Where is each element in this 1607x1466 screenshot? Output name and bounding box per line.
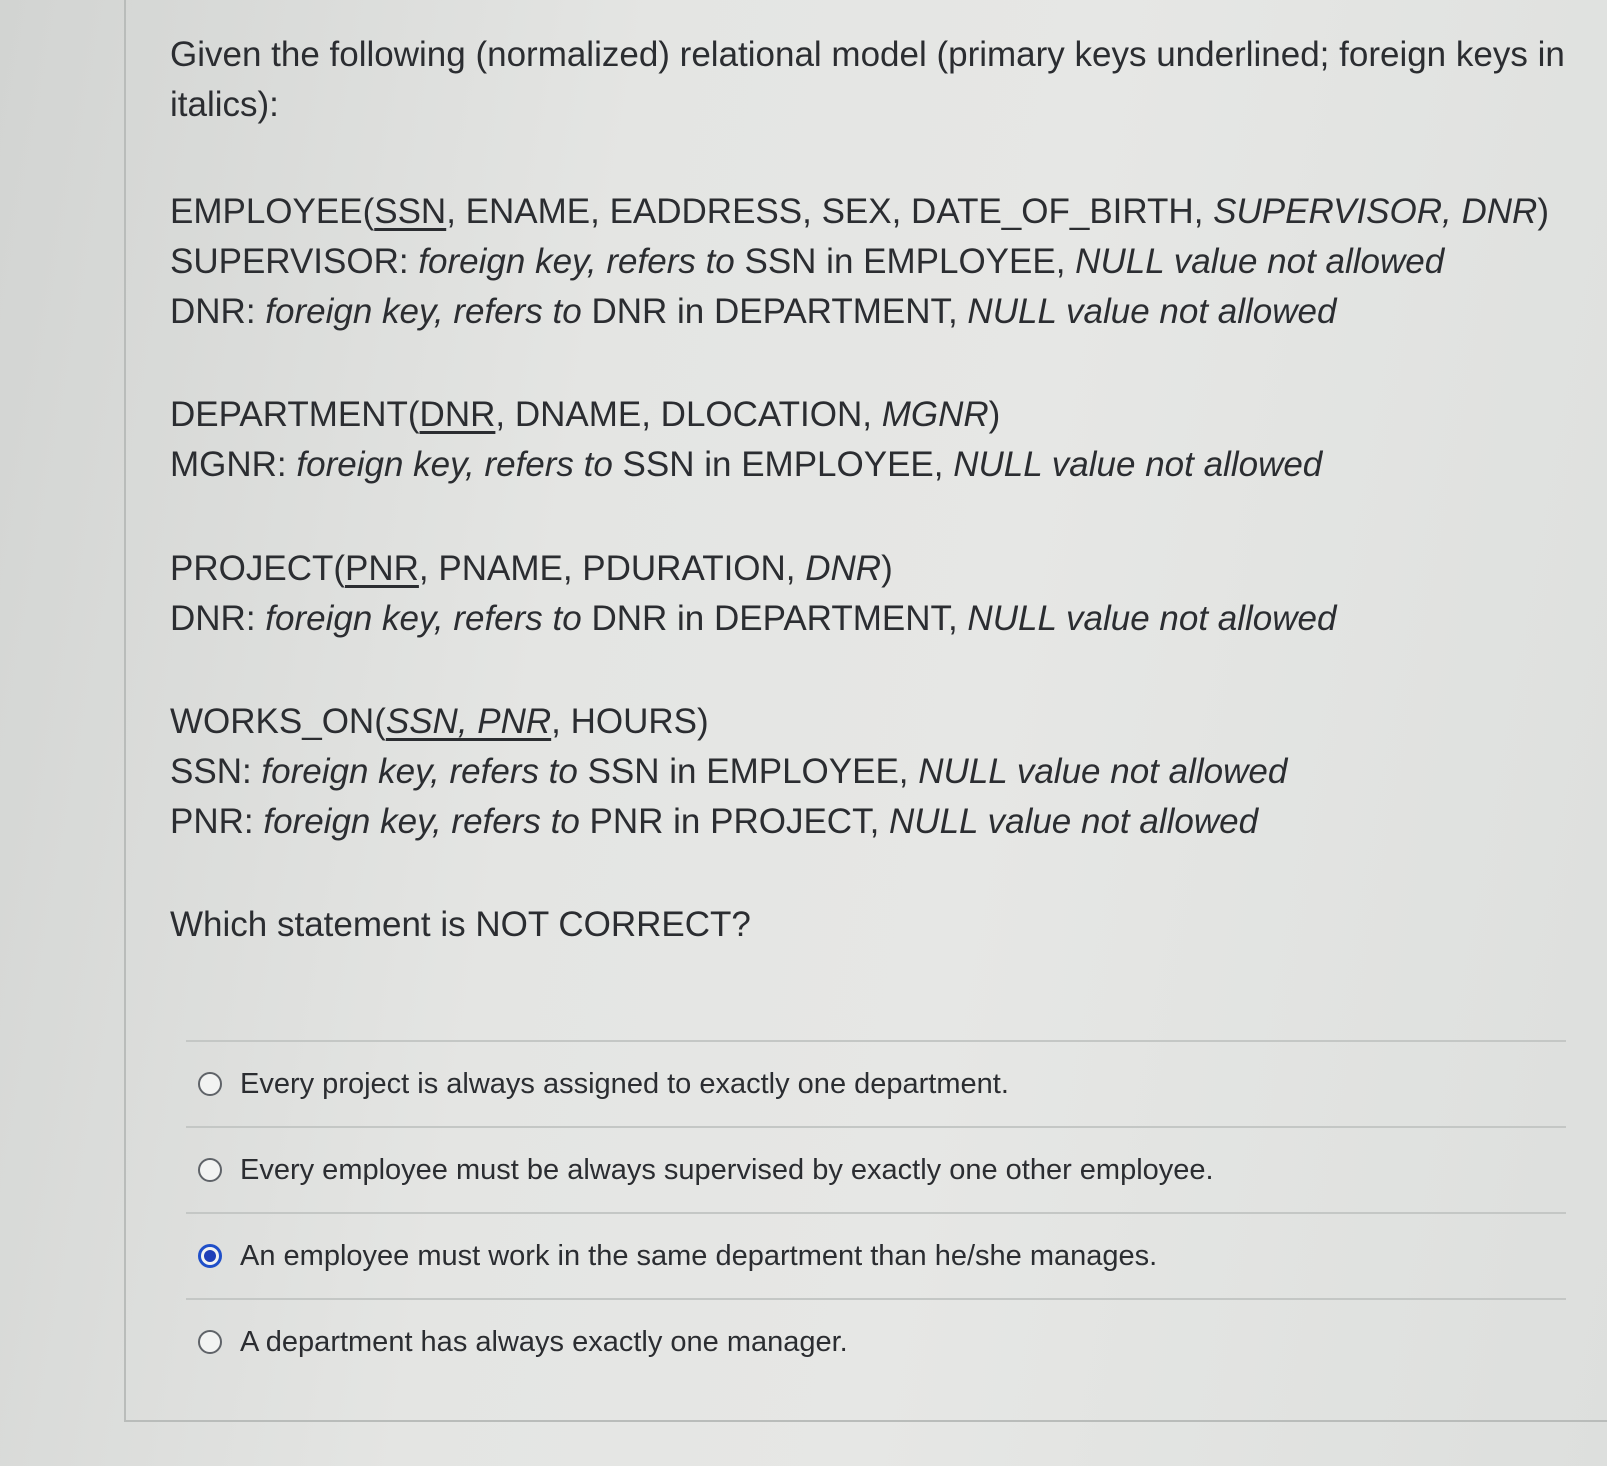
constraint-name: PNR: [170, 801, 264, 841]
constraint-ssn [170, 747, 1570, 797]
department-schema [170, 390, 1570, 440]
constraint-name: MGNR: [170, 445, 297, 485]
project-relation [170, 544, 1570, 643]
constraint-type: foreign key, refers to [296, 445, 613, 485]
foreign-key: SUPERVISOR, DNR [1213, 192, 1538, 232]
radio-button[interactable] [198, 1158, 222, 1182]
foreign-key: MGNR [881, 395, 989, 435]
works-on-relation [170, 697, 1570, 846]
constraint-type: foreign key, refers to [261, 751, 578, 791]
constraint-name: SSN: [170, 751, 262, 791]
constraint-target: SSN in EMPLOYEE, [612, 445, 954, 485]
constraint-dnr [170, 287, 1570, 337]
answer-option-3[interactable] [186, 1214, 1566, 1298]
answer-option-1[interactable] [186, 1042, 1566, 1126]
attributes: , HOURS [551, 702, 698, 742]
constraint-null: NULL value not allowed [918, 751, 1288, 791]
answer-label: Every project is always assigned to exactly one department. [240, 1067, 1009, 1100]
answer-options [186, 1040, 1566, 1384]
constraint-type: foreign key, refers to [418, 242, 735, 282]
constraint-pnr [170, 797, 1570, 847]
attributes: , ENAME, EADDRESS, SEX, DATE_OF_BIRTH, [446, 192, 1214, 232]
relation-name: DEPARTMENT( [170, 395, 420, 435]
relation-name: EMPLOYEE( [170, 192, 375, 232]
constraint-type: foreign key, refers to [263, 801, 580, 841]
primary-key: PNR [345, 548, 419, 588]
constraint-target: DNR in DEPARTMENT, [581, 291, 968, 331]
employee-schema [170, 187, 1570, 237]
employee-relation [170, 187, 1570, 336]
constraint-name: DNR: [170, 598, 266, 638]
answer-option-2[interactable] [186, 1128, 1566, 1212]
radio-button[interactable] [198, 1330, 222, 1354]
primary-key: SSN, PNR [385, 702, 552, 742]
constraint-null: NULL value not allowed [1075, 242, 1445, 282]
constraint-project-dnr [170, 594, 1570, 644]
answer-label: A department has always exactly one manager. [240, 1325, 848, 1358]
constraint-target: SSN in EMPLOYEE, [734, 242, 1076, 282]
constraint-mgnr [170, 440, 1570, 490]
department-relation [170, 390, 1570, 489]
close-paren: ) [881, 548, 893, 588]
radio-button[interactable] [198, 1072, 222, 1096]
attributes: , PNAME, PDURATION, [418, 548, 806, 588]
relation-name: PROJECT( [170, 548, 345, 588]
constraint-null: NULL value not allowed [967, 291, 1337, 331]
constraint-null: NULL value not allowed [967, 598, 1337, 638]
primary-key: SSN [374, 192, 447, 232]
constraint-null: NULL value not allowed [889, 801, 1259, 841]
relation-name: WORKS_ON( [170, 702, 386, 742]
close-paren: ) [697, 702, 709, 742]
primary-key: DNR [419, 395, 496, 435]
constraint-name: SUPERVISOR: [170, 242, 419, 282]
constraint-type: foreign key, refers to [265, 598, 582, 638]
foreign-key: DNR [805, 548, 882, 588]
close-paren: ) [1537, 192, 1549, 232]
attributes: , DNAME, DLOCATION, [495, 395, 882, 435]
constraint-target: SSN in EMPLOYEE, [577, 751, 919, 791]
works-on-schema [170, 697, 1570, 747]
constraint-null: NULL value not allowed [953, 445, 1323, 485]
constraint-type: foreign key, refers to [265, 291, 582, 331]
question-intro: Given the following (normalized) relational model (primary keys underlined; foreign keys in italics): [170, 35, 1565, 124]
constraint-target: PNR in PROJECT, [579, 801, 890, 841]
project-schema [170, 544, 1570, 594]
constraint-target: DNR in DEPARTMENT, [581, 598, 968, 638]
answer-option-4[interactable] [186, 1300, 1566, 1384]
close-paren: ) [988, 395, 1001, 435]
answer-label: An employee must work in the same department than he/she manages. [240, 1239, 1158, 1272]
constraint-supervisor [170, 237, 1570, 287]
answer-label: Every employee must be always supervised by exactly one other employee. [240, 1153, 1214, 1186]
question-text [170, 30, 1570, 950]
question-prompt: Which statement is NOT CORRECT? [170, 905, 751, 945]
constraint-name: DNR: [170, 291, 266, 331]
radio-button-selected[interactable] [198, 1244, 222, 1268]
